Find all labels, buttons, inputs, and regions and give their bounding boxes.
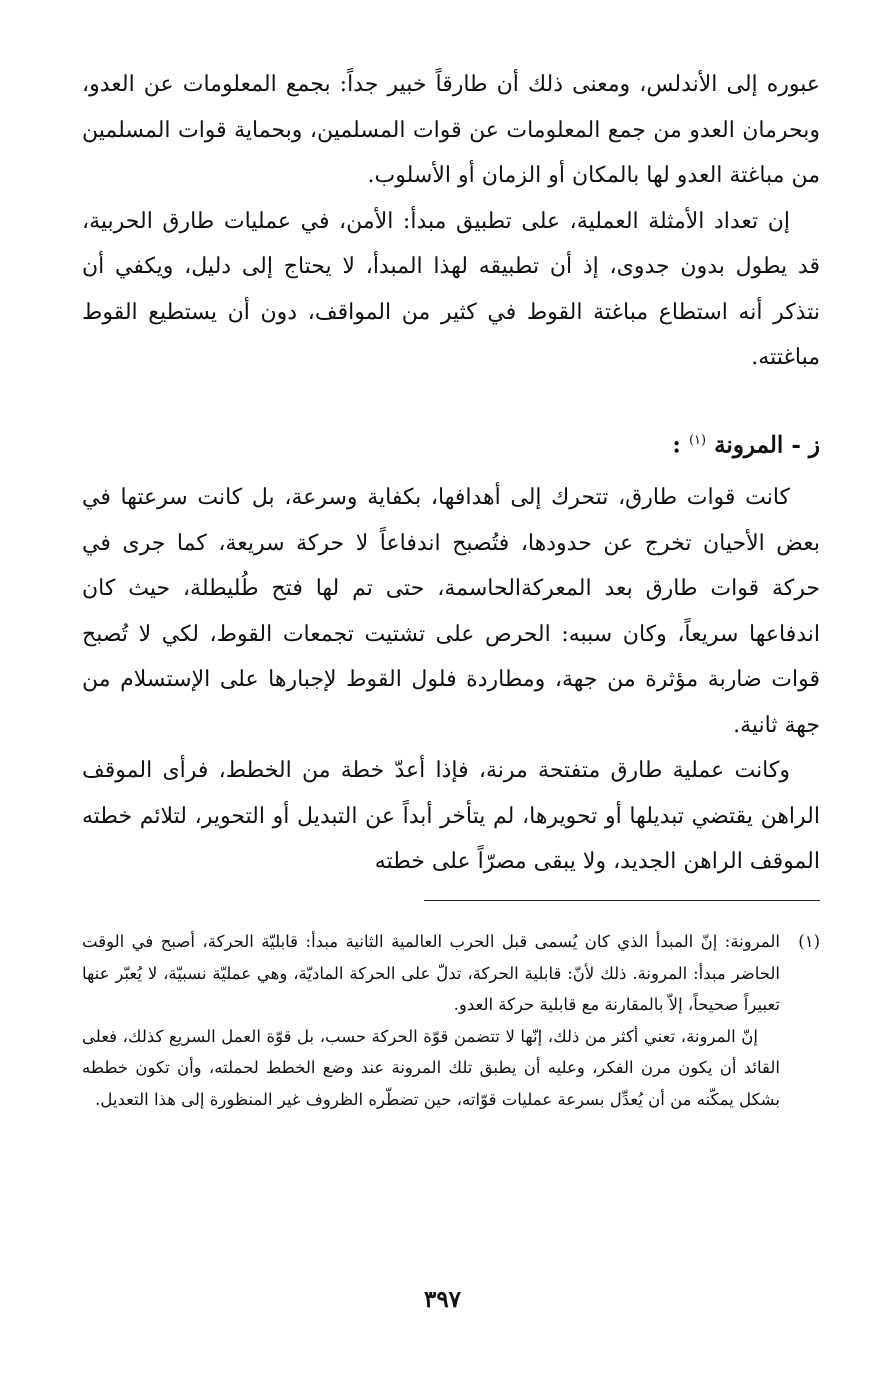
footnote-reference[interactable]: (١) <box>688 432 707 448</box>
paragraph: عبوره إلى الأندلس، ومعنى ذلك أن طارقاً خبير جداً: بجمع المعلومات عن العدو، وبحرمان العدو من جمع المعلومات عن قوات المسلمين، وبحماية قوات المسلمين من مباغتة العدو لها بالمكان أو الزمان أو الأسلوب. <box>82 72 820 188</box>
paragraph: كانت قوات طارق، تتحرك إلى أهدافها، بكفاية وسرعة، بل كانت سرعتها في بعض الأحيان تخرج عن حدودها، فتُصبح اندفاعاً لا حركة سريعة، كما جرى في حركة قوات طارق بعد المعركةالحاسمة، حتى تم لها فتح طُليطلة، حيث كان اندفاعها سريعاً، وكان سببه: الحرص على تشتيت تجمعات القوط، لكي لا تُصبح قوات ضاربة مؤثرة من جهة، ومطاردة فلول القوط لإجبارها على الإستسلام من جهة ثانية. <box>82 485 820 738</box>
footnotes <box>82 926 820 1115</box>
footnote-text: المرونة: إنّ المبدأ الذي كان يُسمى قبل الحرب العالمية الثانية مبدأ: قابليّة الحركة، أصبح في الوقت الحاضر مبدأ: المرونة. ذلك لأنّ: قابلية الحركة، تدلّ على الحركة الماديّة، وهي عمليّة نسبيّة، لا يُعبّر عنها تعبيراً صحيحاً، إلاّ بالمقارنة مع قابلية حركة العدو. <box>82 932 780 1014</box>
page-number: ٣٩٧ <box>423 1286 462 1313</box>
footnote-body <box>82 926 780 1115</box>
paragraph: إن تعداد الأمثلة العملية، على تطبيق مبدأ: الأمن، في عمليات طارق الحربية، قد يطول بدون جدوى، إذ أن تطبيقه لهذا المبدأ، لا يحتاج إلى دليل، ويكفي أن نتذكر أنه استطاع مباغتة القوط في كثير من المواقف، دون أن يستطيع القوط مباغتته. <box>82 208 820 370</box>
section-heading <box>82 417 820 470</box>
heading-colon: : <box>672 431 681 459</box>
footnote-divider <box>424 900 820 901</box>
paragraph: وكانت عملية طارق متفتحة مرنة، فإذا أعدّ خطة من الخطط، فرأى الموقف الراهن يقتضي تبديلها أو تحويرها، لم يتأخر أبداً عن التبديل أو التحوير، لتلائم خطته الموقف الراهن الجديد، ولا يبقى مصرّاً على خطته <box>82 758 820 875</box>
footnote <box>82 926 820 1115</box>
footnote-text: إنّ المرونة، تعني أكثر من ذلك، إنّها لا تتضمن قوّة الحركة حسب، بل قوّة العمل السريع كذلك، فعلى القائد أن يكون مرن الفكر، وعليه أن يطبق تلك المرونة عند وضع الخطط لحملته، وأن تكون خططه بشكل يمكّنه من أن يُعدِّل بسرعة عمليات قوّاته، حين تضطّره الظروف غير المنظورة إلى هذا التعديل. <box>82 1026 780 1109</box>
footnote-number: (١) <box>798 932 820 951</box>
main-text <box>82 62 820 885</box>
heading-text: ز - المرونة <box>714 431 820 459</box>
